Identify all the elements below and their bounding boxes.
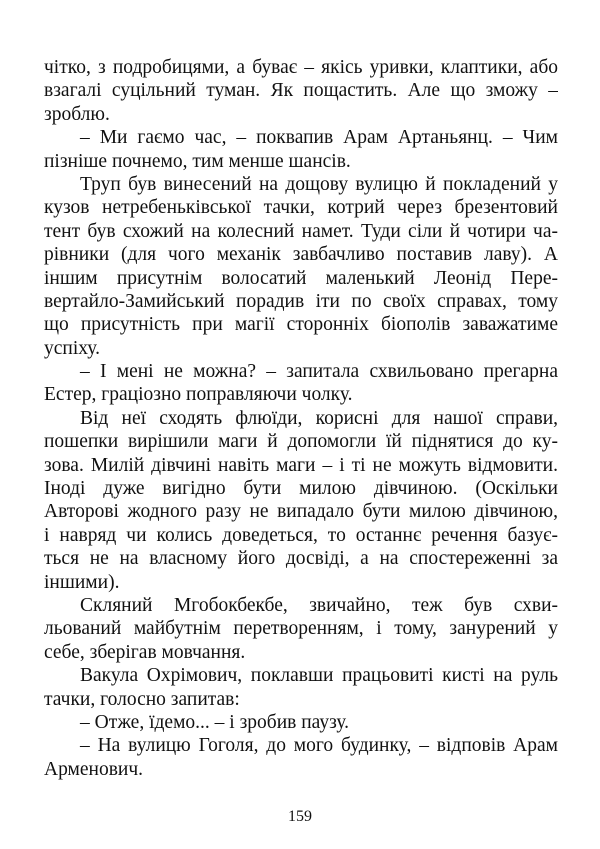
text-line: Труп був винесений на дощову вулицю й покладений у <box>80 173 558 195</box>
text-line: ться не на власному його досвіді, а на спостереженні за <box>44 548 558 570</box>
text-line: і навряд чи колись доведеться, то останнє речення базує- <box>44 524 558 546</box>
text-line: вертайло-Замийський порадив іти по своїх справах, тому <box>44 290 558 312</box>
text-line: іншими). <box>44 571 120 593</box>
text-line: пошепки вирішили маги й допомогли їй піднятися до ку- <box>44 431 558 453</box>
text-line: льований майбутнім перетворенням, і тому, занурений у <box>44 618 558 640</box>
text-line: що присутність при магії сторонніх біополів заважатиме <box>44 314 558 336</box>
text-line: чітко, з подробицями, а буває – якісь уривки, клаптики, або <box>44 57 558 78</box>
text-line: зроблю. <box>44 103 110 125</box>
text-line: рівники (для чого механік завбачливо поставив лаву). А <box>44 244 558 266</box>
text-line: іншим присутнім волосатий маленький Леонід Пере- <box>44 267 558 289</box>
text-line: Іноді дуже вигідно бути милою дівчиною. (Оскільки <box>44 478 558 500</box>
text-line: пізніше почнемо, тим менше шансів. <box>44 150 351 172</box>
body-text <box>44 56 558 781</box>
text-line: Естер, граціозно поправляючи чолку. <box>44 384 353 406</box>
text-line: кузов нетребеньківської тачки, котрий через брезентовий <box>44 197 558 219</box>
text-line: себе, зберігав мовчання. <box>44 641 246 663</box>
text-line: успіху. <box>44 337 100 359</box>
text-line: Скляний Мгобокбекбе, звичайно, теж був схви- <box>80 594 558 616</box>
text-line: Від неї сходять флюїди, корисні для нашої справи, <box>80 407 558 429</box>
text-line: Вакула Охрімович, поклавши працьовиті кисті на руль <box>80 665 558 687</box>
page-number: 159 <box>288 808 312 825</box>
text-line: – На вулицю Гоголя, до мого будинку, – відповів Арам <box>80 735 558 757</box>
text-line: взагалі суцільний туман. Як пощастить. Але що зможу – <box>44 80 558 102</box>
text-line: тент був схожий на колесний намет. Туди сіли й чотири ча- <box>44 220 558 242</box>
text-line: Арменович. <box>44 758 144 780</box>
text-line: – Ми гаємо час, – поквапив Арам Артаньянц. – Чим <box>80 127 558 149</box>
text-line: тачки, голосно запитав: <box>44 688 240 710</box>
text-line: Авторові жодного разу не випадало бути милою дівчиною, <box>44 501 558 523</box>
text-line: – І мені не можна? – запитала схвильовано прегарна <box>80 361 558 383</box>
text-line: – Отже, їдемо... – і зробив паузу. <box>80 711 350 733</box>
text-line: зова. Милій дівчині навіть маги – і ті не можуть відмовити. <box>44 454 558 476</box>
